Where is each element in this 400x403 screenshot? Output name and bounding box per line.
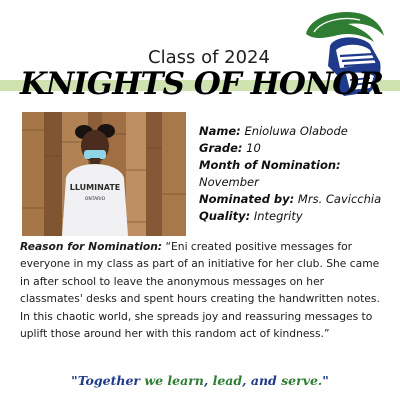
month-value-row xyxy=(199,174,394,191)
quality-row xyxy=(199,208,394,225)
shirt-text-main: LLUMINATE xyxy=(69,183,121,192)
class-of-text: Class of 2024 xyxy=(148,47,270,68)
month-label: Month of Nomination: xyxy=(199,158,341,172)
name-row xyxy=(199,123,394,140)
profile-info xyxy=(199,123,394,225)
motto-together: Together xyxy=(77,373,145,388)
name-value: Enioluwa Olabode xyxy=(244,124,348,138)
motto-and: , and xyxy=(242,373,282,388)
grade-label: Grade: xyxy=(199,141,243,155)
quality-label: Quality: xyxy=(199,209,251,223)
motto-lead: lead xyxy=(212,373,243,388)
month-label-row xyxy=(199,157,394,174)
nominated-by-label: Nominated by: xyxy=(199,192,295,206)
month-value: November xyxy=(199,175,259,189)
page-title: KNIGHTS OF HONOR xyxy=(20,66,383,102)
nominated-by-value: Mrs. Cavicchia xyxy=(297,192,382,206)
motto-open-quote: " xyxy=(71,373,78,388)
grade-row xyxy=(199,140,394,157)
name-label: Name: xyxy=(199,124,241,138)
shirt-text-sub: ONTARIO xyxy=(84,197,106,202)
motto-we-learn: we learn xyxy=(144,373,204,388)
reason-text: “Eni created positive messages for everyone in my class as part of an initiative for her club. She came in after school to leave the anonymous messages on her classmates' desks and spent hours creating the handwritten notes. In this chaotic world, she spreads joy and reassuring messages to uplift those around her with this random act of kindness.” xyxy=(20,240,380,341)
reason-paragraph xyxy=(20,238,388,342)
quality-value: Integrity xyxy=(253,209,303,223)
motto xyxy=(0,373,400,388)
grade-value: 10 xyxy=(246,141,261,155)
nominated-by-row xyxy=(199,191,394,208)
motto-comma-1: , xyxy=(203,373,213,388)
motto-close-quote: " xyxy=(322,373,329,388)
student-photo xyxy=(22,112,186,236)
motto-serve: serve. xyxy=(281,373,323,388)
reason-label: Reason for Nomination: xyxy=(20,240,163,253)
